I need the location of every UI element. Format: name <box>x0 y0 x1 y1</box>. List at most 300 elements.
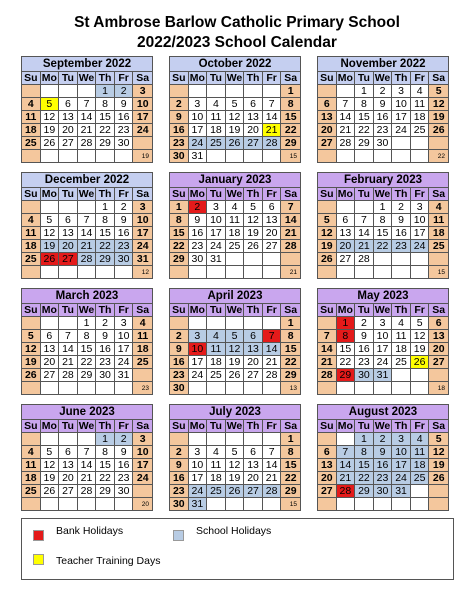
empty-day-cell <box>133 485 152 498</box>
day-cell: 25 <box>429 240 448 253</box>
day-cell: 20 <box>318 472 337 485</box>
day-cell: 4 <box>22 98 41 111</box>
day-cell: 13 <box>59 227 78 240</box>
month-title: May 2023 <box>318 289 448 304</box>
day-cell: 25 <box>207 485 226 498</box>
day-cell: 13 <box>59 459 78 472</box>
day-cell: 8 <box>281 98 300 111</box>
day-cell: 20 <box>59 240 78 253</box>
day-cell: 27 <box>263 240 282 253</box>
day-cell: 21 <box>78 472 97 485</box>
day-cell: 11 <box>22 459 41 472</box>
day-cell: 16 <box>374 459 393 472</box>
weekday-header: Sa <box>133 304 152 317</box>
empty-day-cell <box>411 369 430 382</box>
day-cell: 18 <box>411 459 430 472</box>
weekday-header: We <box>78 304 97 317</box>
weekday-header: Su <box>22 188 41 201</box>
day-cell: 24 <box>189 137 208 150</box>
day-cell: 8 <box>78 330 97 343</box>
day-cell: 8 <box>355 446 374 459</box>
day-cell: 20 <box>337 240 356 253</box>
day-cell: 30 <box>170 382 189 395</box>
weekday-header: We <box>226 420 245 433</box>
day-cell: 1 <box>281 433 300 446</box>
empty-day-cell <box>41 150 60 163</box>
day-cell: 30 <box>115 137 134 150</box>
month-calendar <box>169 56 301 163</box>
day-cell: 28 <box>337 485 356 498</box>
day-cell: 4 <box>207 330 226 343</box>
day-cell: 25 <box>22 253 41 266</box>
calendar-year-title: 2022/2023 School Calendar <box>137 34 337 51</box>
day-cell: 10 <box>189 111 208 124</box>
day-cell: 9 <box>96 330 115 343</box>
day-cell: 11 <box>207 343 226 356</box>
day-cell: 19 <box>411 343 430 356</box>
weekday-header: We <box>78 188 97 201</box>
weekday-header: Tu <box>355 188 374 201</box>
weekday-header: Fr <box>115 304 134 317</box>
empty-day-cell <box>226 498 245 511</box>
day-cell: 13 <box>318 111 337 124</box>
day-cell: 8 <box>170 214 189 227</box>
day-cell: 5 <box>244 201 263 214</box>
day-cell: 26 <box>226 485 245 498</box>
school-days-count: 21 <box>289 269 297 276</box>
empty-day-cell <box>226 253 245 266</box>
empty-day-cell <box>318 433 337 446</box>
bank-holiday-swatch <box>33 530 44 541</box>
weekday-header: Su <box>170 72 189 85</box>
empty-day-cell <box>355 266 374 279</box>
weekday-header: Sa <box>133 188 152 201</box>
day-cell: 14 <box>337 111 356 124</box>
empty-day-cell <box>263 266 282 279</box>
day-cell: 1 <box>355 85 374 98</box>
weekday-header: Fr <box>411 304 430 317</box>
day-cell: 7 <box>337 98 356 111</box>
day-cell: 18 <box>411 111 430 124</box>
weekday-header: Mo <box>337 188 356 201</box>
weekday-header: Tu <box>59 420 78 433</box>
day-cell: 9 <box>392 214 411 227</box>
day-cell: 14 <box>318 343 337 356</box>
empty-day-cell <box>22 433 41 446</box>
weekday-header: We <box>226 72 245 85</box>
day-cell: 21 <box>337 472 356 485</box>
empty-day-cell <box>411 253 430 266</box>
day-cell: 10 <box>392 98 411 111</box>
day-cell: 9 <box>355 330 374 343</box>
day-cell: 26 <box>41 253 60 266</box>
day-cell: 16 <box>115 227 134 240</box>
day-cell: 19 <box>244 227 263 240</box>
school-holiday-swatch <box>173 530 184 541</box>
school-holidays-label: School Holidays <box>196 525 272 537</box>
day-cell: 28 <box>263 369 282 382</box>
day-cell: 19 <box>41 240 60 253</box>
weekday-header: Fr <box>263 304 282 317</box>
day-cell: 28 <box>281 240 300 253</box>
empty-day-cell <box>318 498 337 511</box>
weekday-header: Mo <box>41 420 60 433</box>
day-cell: 3 <box>411 201 430 214</box>
day-cell: 10 <box>133 446 152 459</box>
day-cell: 3 <box>189 446 208 459</box>
day-cell: 14 <box>263 343 282 356</box>
empty-day-cell <box>59 317 78 330</box>
school-days-count: 20 <box>141 501 149 508</box>
weekday-header: Sa <box>429 304 448 317</box>
day-cell: 24 <box>189 485 208 498</box>
weekday-header: Mo <box>189 420 208 433</box>
day-cell: 12 <box>226 111 245 124</box>
day-cell: 7 <box>281 201 300 214</box>
empty-day-cell <box>244 150 263 163</box>
day-cell: 30 <box>374 485 393 498</box>
day-cell: 12 <box>41 227 60 240</box>
day-cell: 15 <box>96 459 115 472</box>
weekday-header: Th <box>392 420 411 433</box>
day-cell: 11 <box>226 214 245 227</box>
day-cell: 17 <box>133 459 152 472</box>
day-cell: 2 <box>115 85 134 98</box>
weekday-header: Sa <box>281 72 300 85</box>
day-cell: 4 <box>392 317 411 330</box>
day-cell: 21 <box>263 356 282 369</box>
day-cell: 21 <box>263 124 282 137</box>
weekday-header: We <box>226 304 245 317</box>
weekday-header: Tu <box>207 188 226 201</box>
day-cell: 18 <box>207 356 226 369</box>
day-cell: 16 <box>170 356 189 369</box>
day-cell: 3 <box>189 330 208 343</box>
day-cell: 30 <box>115 485 134 498</box>
month-calendar <box>21 288 153 395</box>
empty-day-cell <box>78 201 97 214</box>
empty-day-cell <box>22 317 41 330</box>
school-name-title: St Ambrose Barlow Catholic Primary School <box>74 14 400 31</box>
day-cell: 27 <box>59 485 78 498</box>
weekday-header: Th <box>244 188 263 201</box>
day-cell: 1 <box>96 201 115 214</box>
day-cell: 12 <box>41 111 60 124</box>
day-cell: 5 <box>429 433 448 446</box>
empty-day-cell <box>115 498 134 511</box>
empty-day-cell <box>318 317 337 330</box>
day-cell: 2 <box>96 317 115 330</box>
weekday-header: Su <box>318 420 337 433</box>
day-cell: 2 <box>392 201 411 214</box>
day-cell: 5 <box>41 446 60 459</box>
day-cell: 22 <box>170 240 189 253</box>
day-cell: 15 <box>374 227 393 240</box>
weekday-header: Sa <box>281 420 300 433</box>
day-cell: 7 <box>263 330 282 343</box>
day-cell: 5 <box>429 85 448 98</box>
weekday-header: Th <box>392 188 411 201</box>
day-cell: 27 <box>429 356 448 369</box>
day-cell: 23 <box>170 485 189 498</box>
empty-day-cell <box>392 253 411 266</box>
day-cell: 26 <box>318 253 337 266</box>
day-cell: 15 <box>96 227 115 240</box>
day-cell: 23 <box>115 472 134 485</box>
day-cell: 16 <box>170 124 189 137</box>
day-cell: 29 <box>78 369 97 382</box>
day-cell: 4 <box>22 214 41 227</box>
day-cell: 3 <box>133 85 152 98</box>
weekday-header: Mo <box>189 304 208 317</box>
day-cell: 25 <box>226 240 245 253</box>
month-calendar <box>21 56 153 163</box>
month-title: August 2023 <box>318 405 448 420</box>
day-cell: 17 <box>189 472 208 485</box>
day-cell: 17 <box>392 459 411 472</box>
weekday-header: Mo <box>337 72 356 85</box>
weekday-header: Fr <box>115 72 134 85</box>
day-cell: 9 <box>170 343 189 356</box>
day-cell: 26 <box>41 485 60 498</box>
day-cell: 29 <box>170 253 189 266</box>
day-cell: 13 <box>244 343 263 356</box>
day-cell: 8 <box>96 98 115 111</box>
day-cell: 21 <box>78 240 97 253</box>
empty-day-cell <box>318 266 337 279</box>
empty-day-cell <box>115 150 134 163</box>
empty-day-cell <box>133 369 152 382</box>
day-cell: 15 <box>355 459 374 472</box>
day-cell: 23 <box>170 369 189 382</box>
empty-day-cell <box>392 369 411 382</box>
day-cell: 14 <box>78 111 97 124</box>
day-cell: 10 <box>392 446 411 459</box>
day-cell: 26 <box>22 369 41 382</box>
weekday-header: Tu <box>355 420 374 433</box>
day-cell: 26 <box>429 124 448 137</box>
day-cell: 20 <box>59 124 78 137</box>
empty-day-cell <box>78 433 97 446</box>
empty-day-cell <box>22 150 41 163</box>
day-cell: 24 <box>392 124 411 137</box>
day-cell: 27 <box>59 137 78 150</box>
day-cell: 31 <box>374 369 393 382</box>
day-cell: 9 <box>170 459 189 472</box>
empty-day-cell <box>337 266 356 279</box>
weekday-header: Su <box>318 304 337 317</box>
empty-day-cell <box>207 498 226 511</box>
empty-day-cell <box>244 253 263 266</box>
day-cell: 22 <box>355 472 374 485</box>
day-cell: 31 <box>133 253 152 266</box>
empty-day-cell <box>429 253 448 266</box>
weekday-header: Mo <box>41 304 60 317</box>
day-cell: 27 <box>244 485 263 498</box>
day-cell: 30 <box>374 137 393 150</box>
weekday-header: Th <box>96 420 115 433</box>
weekday-header: Th <box>96 72 115 85</box>
day-cell: 26 <box>41 137 60 150</box>
day-cell: 12 <box>429 446 448 459</box>
day-cell: 26 <box>429 472 448 485</box>
empty-day-cell <box>115 266 134 279</box>
day-cell: 21 <box>318 356 337 369</box>
empty-day-cell <box>318 150 337 163</box>
empty-day-cell <box>96 498 115 511</box>
day-cell: 18 <box>392 343 411 356</box>
school-days-count: 13 <box>289 385 297 392</box>
weekday-header: Tu <box>59 188 78 201</box>
empty-day-cell <box>244 266 263 279</box>
day-cell: 3 <box>133 433 152 446</box>
weekday-header: Fr <box>263 72 282 85</box>
weekday-header: Fr <box>411 420 430 433</box>
month-title: January 2023 <box>170 173 300 188</box>
day-cell: 19 <box>429 459 448 472</box>
day-cell: 17 <box>374 343 393 356</box>
empty-day-cell <box>392 266 411 279</box>
empty-day-cell <box>337 201 356 214</box>
day-cell: 9 <box>115 446 134 459</box>
empty-day-cell <box>41 317 60 330</box>
day-cell: 16 <box>374 111 393 124</box>
day-cell: 1 <box>96 85 115 98</box>
empty-day-cell <box>226 85 245 98</box>
day-cell: 27 <box>318 137 337 150</box>
day-cell: 22 <box>355 124 374 137</box>
day-cell: 29 <box>281 137 300 150</box>
day-cell: 15 <box>281 111 300 124</box>
day-cell: 30 <box>189 253 208 266</box>
empty-day-cell <box>337 433 356 446</box>
day-cell: 23 <box>374 124 393 137</box>
day-cell: 29 <box>337 369 356 382</box>
weekday-header: Th <box>96 188 115 201</box>
day-cell: 30 <box>115 253 134 266</box>
day-cell: 12 <box>318 227 337 240</box>
day-cell: 26 <box>226 369 245 382</box>
day-cell: 22 <box>337 356 356 369</box>
bank-holidays-label: Bank Holidays <box>56 525 124 537</box>
day-cell: 23 <box>374 472 393 485</box>
day-cell: 10 <box>133 98 152 111</box>
day-cell: 20 <box>59 472 78 485</box>
day-cell: 15 <box>337 343 356 356</box>
day-cell: 7 <box>59 330 78 343</box>
weekday-header: Th <box>392 304 411 317</box>
month-title: December 2022 <box>22 173 152 188</box>
empty-day-cell <box>355 201 374 214</box>
empty-day-cell <box>226 317 245 330</box>
day-cell: 16 <box>392 227 411 240</box>
day-cell: 3 <box>207 201 226 214</box>
day-cell: 24 <box>133 240 152 253</box>
day-cell: 25 <box>411 472 430 485</box>
empty-day-cell <box>170 317 189 330</box>
day-cell: 10 <box>133 214 152 227</box>
day-cell: 14 <box>263 111 282 124</box>
day-cell: 19 <box>226 124 245 137</box>
day-cell: 29 <box>96 253 115 266</box>
day-cell: 21 <box>59 356 78 369</box>
day-cell: 28 <box>318 369 337 382</box>
weekday-header: Mo <box>337 420 356 433</box>
weekday-header: Sa <box>429 420 448 433</box>
day-cell: 4 <box>207 98 226 111</box>
weekday-header: Su <box>22 304 41 317</box>
day-cell: 20 <box>244 356 263 369</box>
empty-day-cell <box>226 382 245 395</box>
empty-day-cell <box>411 382 430 395</box>
day-cell: 2 <box>170 98 189 111</box>
day-cell: 24 <box>392 472 411 485</box>
empty-day-cell <box>429 498 448 511</box>
empty-day-cell <box>281 253 300 266</box>
empty-day-cell <box>263 85 282 98</box>
weekday-header: Tu <box>59 72 78 85</box>
empty-day-cell <box>22 201 41 214</box>
day-cell: 16 <box>115 111 134 124</box>
day-cell: 5 <box>318 214 337 227</box>
day-cell: 6 <box>263 201 282 214</box>
weekday-header: Tu <box>59 304 78 317</box>
day-cell: 10 <box>189 343 208 356</box>
empty-day-cell <box>244 433 263 446</box>
month-title: April 2023 <box>170 289 300 304</box>
empty-day-cell <box>78 382 97 395</box>
weekday-header: Mo <box>189 188 208 201</box>
day-cell: 5 <box>226 446 245 459</box>
day-cell: 3 <box>392 433 411 446</box>
day-cell: 12 <box>429 98 448 111</box>
day-cell: 23 <box>392 240 411 253</box>
day-cell: 3 <box>392 85 411 98</box>
day-cell: 11 <box>411 446 430 459</box>
empty-day-cell <box>78 266 97 279</box>
day-cell: 7 <box>355 214 374 227</box>
empty-day-cell <box>337 85 356 98</box>
day-cell: 19 <box>41 124 60 137</box>
day-cell: 22 <box>281 472 300 485</box>
weekday-header: Su <box>318 72 337 85</box>
month-calendar <box>317 404 449 511</box>
empty-day-cell <box>263 433 282 446</box>
day-cell: 24 <box>133 124 152 137</box>
empty-day-cell <box>244 498 263 511</box>
weekday-header: We <box>374 420 393 433</box>
empty-day-cell <box>96 266 115 279</box>
day-cell: 14 <box>281 214 300 227</box>
day-cell: 19 <box>318 240 337 253</box>
empty-day-cell <box>263 150 282 163</box>
month-title: September 2022 <box>22 57 152 72</box>
school-days-count: 18 <box>437 385 445 392</box>
empty-day-cell <box>59 150 78 163</box>
day-cell: 13 <box>337 227 356 240</box>
empty-day-cell <box>392 382 411 395</box>
day-cell: 15 <box>96 111 115 124</box>
month-title: November 2022 <box>318 57 448 72</box>
day-cell: 19 <box>22 356 41 369</box>
empty-day-cell <box>96 150 115 163</box>
day-cell: 15 <box>170 227 189 240</box>
weekday-header: Th <box>244 420 263 433</box>
weekday-header: Tu <box>207 304 226 317</box>
day-cell: 2 <box>115 433 134 446</box>
day-cell: 25 <box>392 356 411 369</box>
day-cell: 18 <box>226 227 245 240</box>
